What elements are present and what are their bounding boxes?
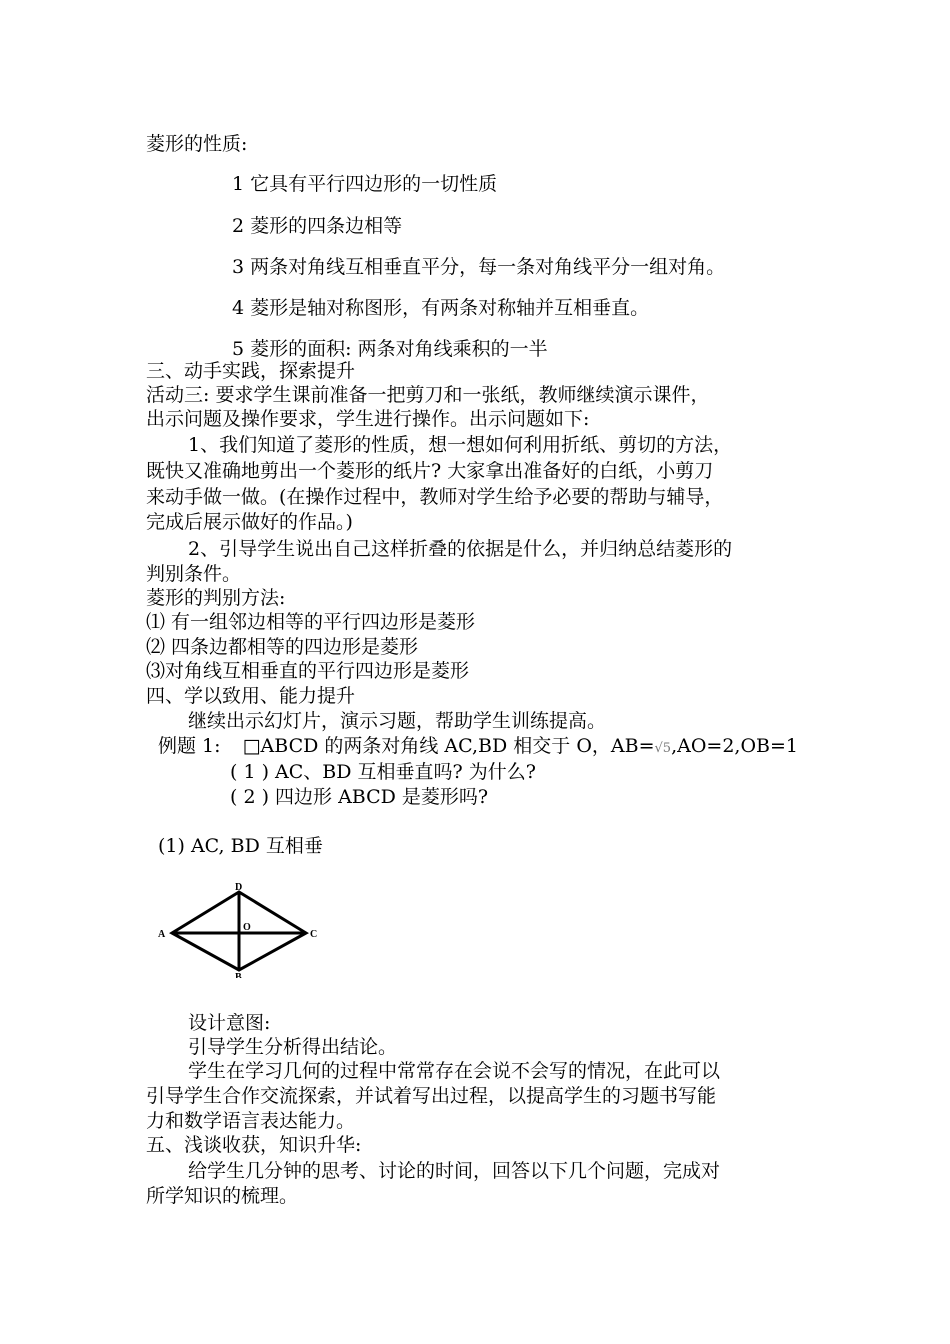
question-1-text: 既快又准确地剪出一个菱形的纸片? 大家拿出准备好的白纸，小剪刀 — [146, 460, 714, 482]
example-prefix: 例题 1: — [158, 735, 221, 757]
design-text: 学生在学习几何的过程中常常存在会说不会写的情况，在此可以 — [188, 1060, 721, 1082]
judge-heading: 菱形的判别方法: — [146, 587, 286, 609]
answer-text: (1) AC, BD 互相垂 — [158, 835, 323, 857]
property-item: 2 菱形的四条边相等 — [232, 215, 403, 237]
property-item: 4 菱形是轴对称图形，有两条对称轴并互相垂直。 — [232, 297, 650, 319]
judge-item: ⑵ 四条边都相等的四边形是菱形 — [146, 636, 419, 658]
rhombus-diagram — [150, 878, 325, 978]
property-item: 1 它具有平行四边形的一切性质 — [232, 173, 498, 195]
question-1-text: 1、我们知道了菱形的性质，想一想如何利用折纸、剪切的方法， — [188, 434, 733, 456]
judge-item: ⑴ 有一组邻边相等的平行四边形是菱形 — [146, 611, 476, 633]
sqrt-five: √5 — [654, 741, 672, 756]
design-heading: 设计意图: — [188, 1012, 271, 1034]
example-line — [158, 734, 798, 761]
label-a: A — [158, 929, 166, 940]
label-d: D — [235, 882, 243, 893]
section-heading-5: 五、浅谈收获，知识升华: — [146, 1134, 362, 1156]
question-2-text: 判别条件。 — [146, 563, 242, 585]
property-item: 3 两条对角线互相垂直平分，每一条对角线平分一组对角。 — [232, 256, 726, 278]
label-b: B — [235, 972, 242, 978]
section-4-text: 继续出示幻灯片，演示习题，帮助学生训练提高。 — [188, 710, 607, 732]
property-item: 5 菱形的面积: 两条对角线乘积的一半 — [232, 338, 548, 360]
design-text: 力和数学语言表达能力。 — [146, 1110, 356, 1132]
label-o: O — [243, 922, 251, 933]
activity-text: 出示问题及操作要求，学生进行操作。出示问题如下: — [146, 408, 590, 430]
design-text: 引导学生合作交流探索，并试着写出过程，以提高学生的习题书写能 — [146, 1085, 717, 1107]
judge-item: ⑶对角线互相垂直的平行四边形是菱形 — [146, 660, 470, 682]
example-question: ( 1 ) AC、BD 互相垂直吗? 为什么? — [230, 761, 536, 783]
example-text: ABCD 的两条对角线 AC,BD 相交于 O，AB= — [260, 735, 655, 757]
section-5-text: 给学生几分钟的思考、讨论的时间，回答以下几个问题，完成对 — [188, 1160, 721, 1182]
label-c: C — [310, 929, 318, 940]
section-heading-properties: 菱形的性质: — [146, 133, 248, 155]
section-heading-3: 三、动手实践，探索提升 — [146, 360, 356, 382]
design-text: 引导学生分析得出结论。 — [188, 1036, 398, 1058]
example-question: ( 2 ) 四边形 ABCD 是菱形吗? — [230, 786, 489, 808]
question-2-text: 2、引导学生说出自己这样折叠的依据是什么，并归纳总结菱形的 — [188, 538, 733, 560]
section-heading-4: 四、学以致用、能力提升 — [146, 685, 356, 707]
question-1-text: 来动手做一做。(在操作过程中，教师对学生给予必要的帮助与辅导， — [146, 486, 724, 508]
question-1-text: 完成后展示做好的作品。) — [146, 511, 353, 533]
section-5-text: 所学知识的梳理。 — [146, 1185, 299, 1207]
example-text-tail: ,AO=2,OB=1 — [671, 735, 798, 757]
activity-text: 活动三: 要求学生课前准备一把剪刀和一张纸，教师继续演示课件， — [146, 384, 710, 406]
parallelogram-symbol: □ — [242, 735, 261, 757]
